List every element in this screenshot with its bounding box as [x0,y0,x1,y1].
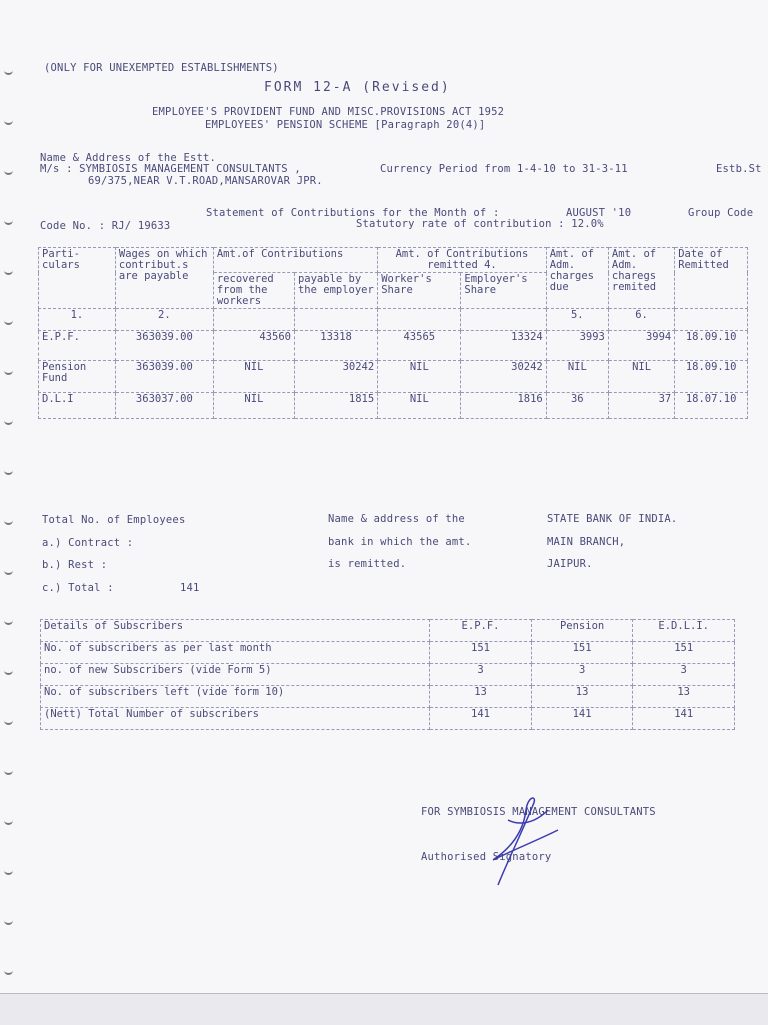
statutory-rate: Statutory rate of contribution : 12.0% [356,218,604,230]
statement-month: AUGUST '10 [566,207,632,219]
row-employer: 1816 [461,393,546,419]
sub-row-pension: 13 [531,686,633,708]
scan-bottom-edge [0,993,768,1025]
act-line: EMPLOYEE'S PROVIDENT FUND AND MISC.PROVISIONS ACT 1952 [152,106,505,118]
sub-row-edli: 141 [633,708,735,730]
sub-row-pension: 151 [531,642,633,664]
row-adm-due: NIL [546,361,608,393]
header-recovered: recovered from the workers [213,273,294,309]
row-date: 18.09.10 [675,331,748,361]
table-row [41,664,735,686]
row-adm-due: 3993 [546,331,608,361]
sub-header-epf: E.P.F. [430,620,532,642]
row-employer: 30242 [461,361,546,393]
employees-contract: a.) Contract : [42,537,134,549]
employees-total-value: 141 [180,582,200,594]
unexempted-note: (ONLY FOR UNEXEMPTED ESTABLISHMENTS) [44,62,279,74]
row-payable: 1815 [294,393,377,419]
col-number: 1. [39,309,116,331]
bank-branch: MAIN BRANCH, [547,536,626,548]
signature-company: FOR SYMBIOSIS MANAGEMENT CONSULTANTS [421,806,656,818]
header-wages: Wages on which contribut.s are payable [115,248,213,309]
row-payable: 30242 [294,361,377,393]
sub-row-label: no. of new Subscribers (vide Form 5) [41,664,430,686]
sub-row-pension: 141 [531,708,633,730]
sub-row-epf: 151 [430,642,532,664]
employees-title: Total No. of Employees [42,514,186,526]
row-wages: 363039.00 [115,331,213,361]
employees-rest: b.) Rest : [42,559,108,571]
table-row [39,393,748,419]
estt-label: Name & Address of the Estt. [40,152,217,164]
col-number: 2. [115,309,213,331]
bank-label-2: bank in which the amt. [328,536,472,548]
contributions-table [38,247,748,419]
code-no: Code No. : RJ/ 19633 [40,220,171,232]
sub-row-epf: 3 [430,664,532,686]
sub-row-epf: 13 [430,686,532,708]
row-particulars: E.P.F. [39,331,116,361]
row-particulars: Pension Fund [39,361,116,393]
row-recovered: NIL [213,361,294,393]
col-number: 6. [608,309,674,331]
row-worker: NIL [378,393,461,419]
header-amt-contrib: Amt.of Contributions [213,248,377,273]
table-row [41,686,735,708]
row-wages: 363037.00 [115,393,213,419]
row-particulars: D.L.I [39,393,116,419]
subscribers-table [40,619,735,730]
row-date: 18.09.10 [675,361,748,393]
col-number: 5. [546,309,608,331]
sub-row-epf: 141 [430,708,532,730]
sub-row-label: No. of subscribers left (vide form 10) [41,686,430,708]
header-amt-remitted: Amt. of Contributions remitted 4. [378,248,547,273]
sub-header-details: Details of Subscribers [41,620,430,642]
signature-label: Authorised Signatory [421,851,552,863]
employees-total: c.) Total : [42,582,114,594]
sub-row-edli: 151 [633,642,735,664]
row-date: 18.07.10 [675,393,748,419]
estt-name: M/s : SYMBIOSIS MANAGEMENT CONSULTANTS , [40,163,301,175]
row-employer: 13324 [461,331,546,361]
table-row [41,708,735,730]
table-row [39,331,748,361]
header-payable: payable by the employer [294,273,377,309]
row-adm-rem: NIL [608,361,674,393]
row-adm-due: 36 [546,393,608,419]
sub-row-edli: 3 [633,664,735,686]
table-row [39,361,748,393]
bank-city: JAIPUR. [547,558,593,570]
group-code: Group Code [688,207,754,219]
bank-label-3: is remitted. [328,558,407,570]
handwritten-signature [478,790,568,890]
header-adm-remitted: Amt. of Adm. charegs remited [608,248,674,309]
statement-line: Statement of Contributions for the Month of : [206,207,500,219]
sub-row-label: (Nett) Total Number of subscribers [41,708,430,730]
header-date-remitted: Date of Remitted [675,248,748,309]
row-payable: 13318 [294,331,377,361]
table-row [41,642,735,664]
sub-row-pension: 3 [531,664,633,686]
bank-name: STATE BANK OF INDIA. [547,513,678,525]
currency-period: Currency Period from 1-4-10 to 31-3-11 [380,163,628,175]
sub-header-edli: E.D.L.I. [633,620,735,642]
scheme-line: EMPLOYEES' PENSION SCHEME [Paragraph 20(4)] [205,119,486,131]
header-particulars: Parti- culars [39,248,116,309]
row-worker: NIL [378,361,461,393]
header-employer-share: Employer's Share [461,273,546,309]
sub-row-label: No. of subscribers as per last month [41,642,430,664]
row-recovered: 43560 [213,331,294,361]
punch-holes [2,40,16,1000]
sub-row-edli: 13 [633,686,735,708]
header-worker-share: Worker's Share [378,273,461,309]
row-adm-rem: 3994 [608,331,674,361]
form-title: FORM 12-A (Revised) [264,80,451,95]
row-adm-rem: 37 [608,393,674,419]
sub-header-pension: Pension [531,620,633,642]
estt-address: 69/375,NEAR V.T.ROAD,MANSAROVAR JPR. [88,175,323,187]
header-adm-due: Amt. of Adm. charges due [546,248,608,309]
estb-st: Estb.St [716,163,762,175]
row-worker: 43565 [378,331,461,361]
row-recovered: NIL [213,393,294,419]
bank-label-1: Name & address of the [328,513,465,525]
row-wages: 363039.00 [115,361,213,393]
